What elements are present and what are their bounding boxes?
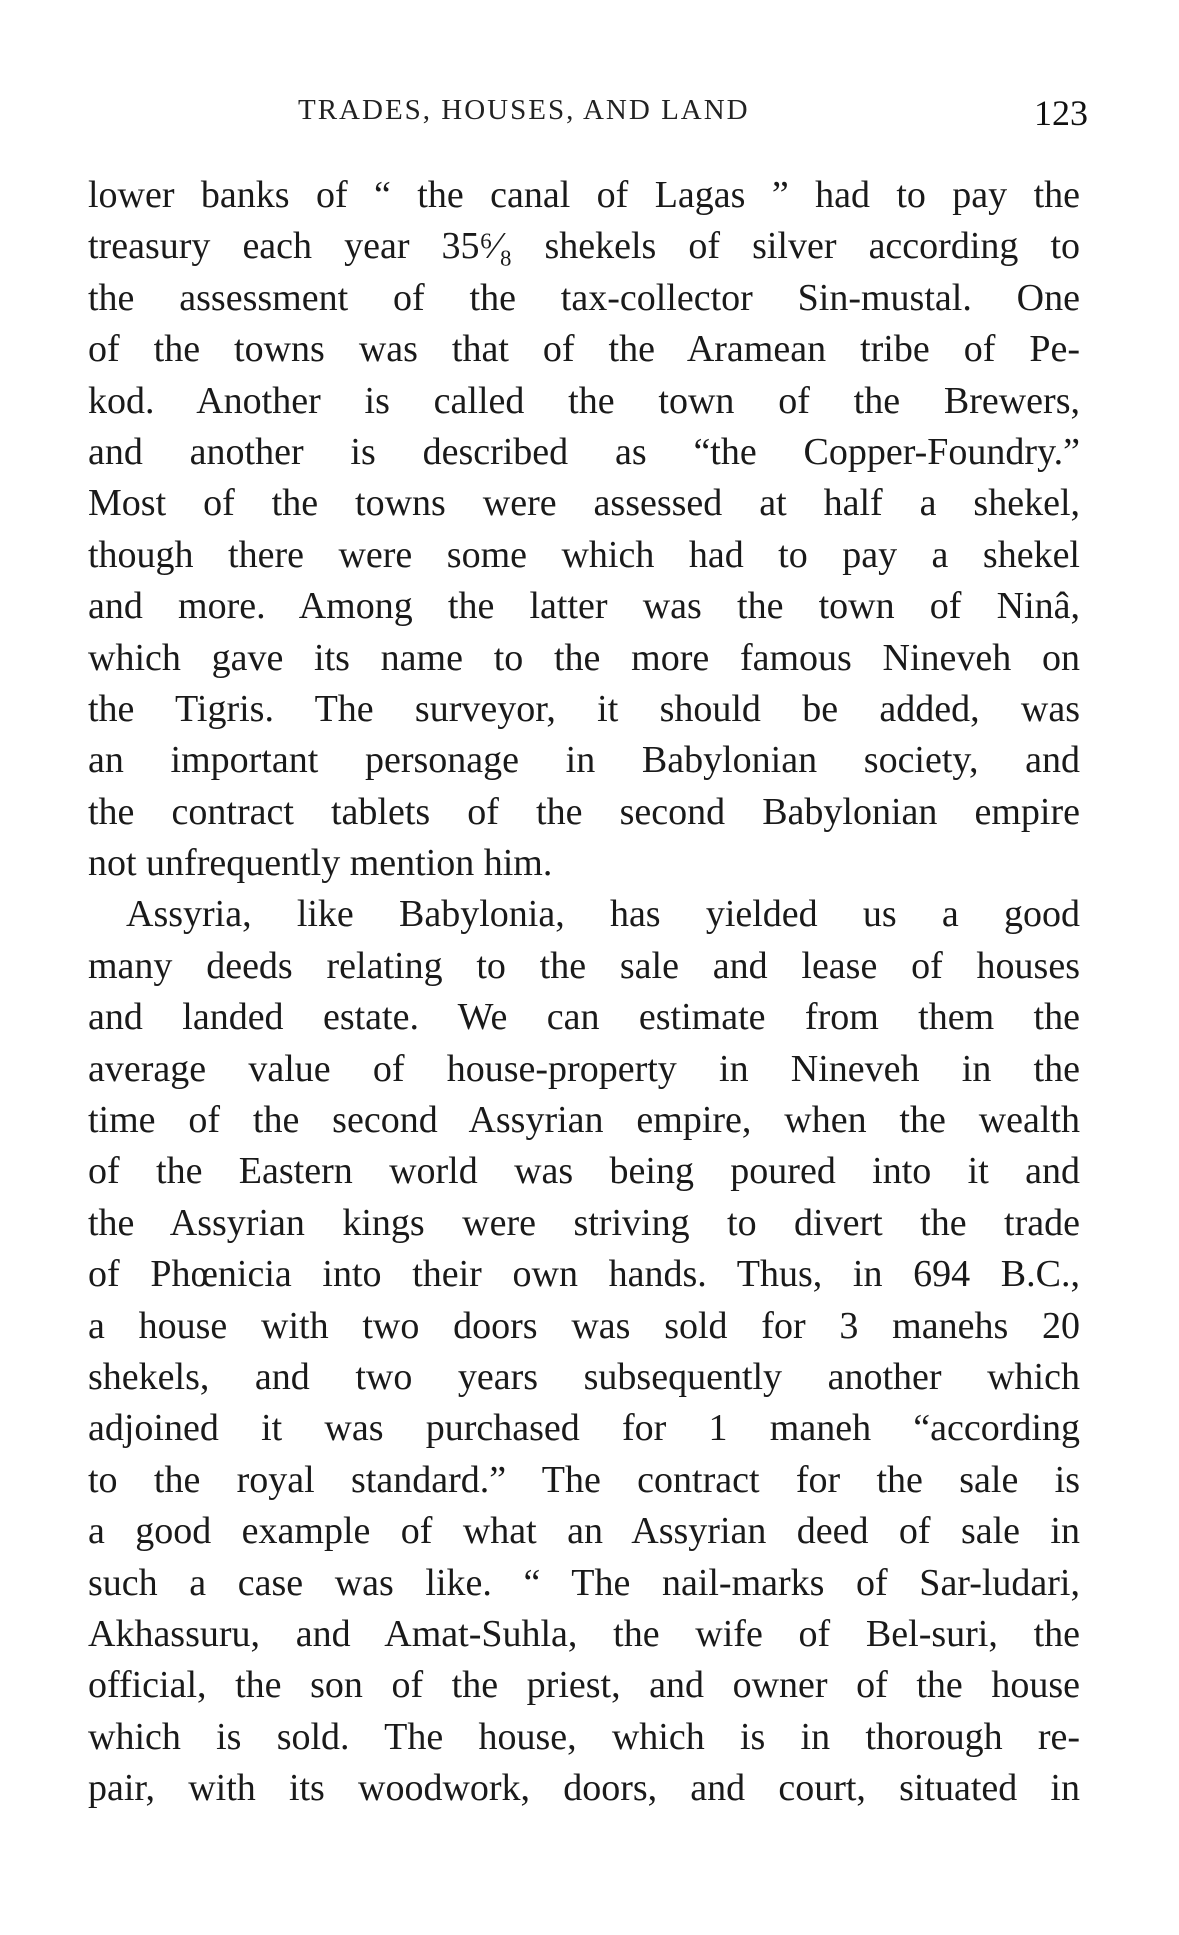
text-line: though there were some which had to pay a shekel xyxy=(88,533,1080,576)
text-line: adjoined it was purchased for 1 maneh “according xyxy=(88,1407,1080,1450)
running-head xyxy=(88,92,1088,142)
text-line: and another is described as “the Copper-Foundry.” xyxy=(88,430,1080,473)
text-line: of the towns was that of the Aramean tribe of Pe- xyxy=(88,328,1080,371)
text-line: an important personage in Babylonian society, and xyxy=(88,739,1080,782)
text-line: which is sold. The house, which is in thorough re- xyxy=(88,1715,1080,1758)
text-line: Most of the towns were assessed at half a shekel, xyxy=(88,482,1080,525)
text-line: official, the son of the priest, and owner of the house xyxy=(88,1664,1080,1707)
text-line: many deeds relating to the sale and lease of houses xyxy=(88,944,1080,987)
text-line: such a case was like. “ The nail-marks of Sar-ludari, xyxy=(88,1561,1080,1604)
text-line: treasury each year 35⁶⁄₈ shekels of silver according to xyxy=(88,225,1080,268)
paragraph-1 xyxy=(88,170,1080,889)
body-text xyxy=(88,170,1080,1815)
text-line: kod. Another is called the town of the Brewers, xyxy=(88,379,1080,422)
text-line: the Assyrian kings were striving to divert the trade xyxy=(88,1201,1080,1244)
text-line: of the Eastern world was being poured into it and xyxy=(88,1150,1080,1193)
text-line: pair, with its woodwork, doors, and court, situated in xyxy=(88,1767,1080,1810)
text-line: a good example of what an Assyrian deed of sale in xyxy=(88,1510,1080,1553)
text-line: the assessment of the tax-collector Sin-mustal. One xyxy=(88,276,1080,319)
text-line: lower banks of “ the canal of Lagas ” had to pay the xyxy=(88,174,1080,216)
text-line: the Tigris. The surveyor, it should be added, was xyxy=(88,687,1080,730)
text-line: which gave its name to the more famous Nineveh on xyxy=(88,636,1080,679)
text-line: time of the second Assyrian empire, when the wealth xyxy=(88,1099,1080,1142)
text-line: a house with two doors was sold for 3 manehs 20 xyxy=(88,1304,1080,1347)
text-line: and landed estate. We can estimate from them the xyxy=(88,996,1080,1039)
text-line: average value of house-property in Nineveh in the xyxy=(88,1047,1080,1090)
paragraph-2 xyxy=(88,889,1080,1814)
text-line: of Phœnicia into their own hands. Thus, in 694 B.C., xyxy=(88,1253,1080,1296)
text-line: Assyria, like Babylonia, has yielded us a good xyxy=(126,893,1080,936)
text-line: and more. Among the latter was the town of Ninâ, xyxy=(88,585,1080,628)
text-line: not unfrequently mention him. xyxy=(88,842,553,885)
page-number: 123 xyxy=(1034,93,1088,133)
text-line: to the royal standard.” The contract for the sale is xyxy=(88,1458,1080,1501)
text-line: the contract tablets of the second Babylonian empire xyxy=(88,790,1080,833)
text-line: shekels, and two years subsequently another which xyxy=(88,1355,1080,1398)
text-line: Akhassuru, and Amat-Suhla, the wife of Bel-suri, the xyxy=(88,1612,1080,1655)
running-title: TRADES, HOUSES, AND LAND xyxy=(298,94,750,126)
